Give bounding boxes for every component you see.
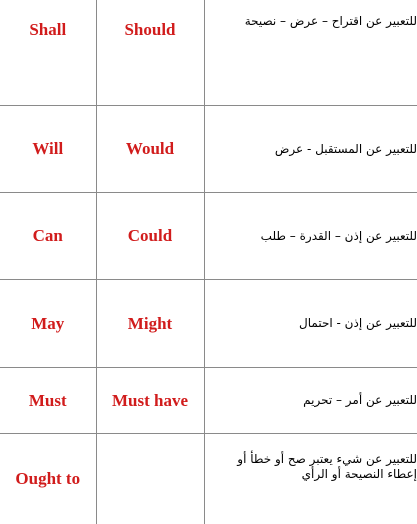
- usage-cell: للتعبير عن إذن - احتمال: [204, 280, 417, 368]
- modal-verb-cell: Must: [0, 368, 96, 434]
- usage-cell: للتعبير عن أمر – تحريم: [204, 368, 417, 434]
- modal-verb-cell: Shall: [0, 0, 96, 106]
- table-row: [0, 106, 417, 193]
- table-row: [0, 434, 417, 524]
- table-row: [0, 280, 417, 368]
- modal-verb-cell: May: [0, 280, 96, 368]
- usage-cell: للتعبير عن اقتراح – عرض – نصيحة: [204, 0, 417, 106]
- usage-cell: للتعبير عن إذن – القدرة – طلب: [204, 193, 417, 280]
- past-form-cell: [96, 434, 204, 524]
- modal-verb-cell: Will: [0, 106, 96, 193]
- past-form-cell: Must have: [96, 368, 204, 434]
- table-row: [0, 193, 417, 280]
- usage-cell: للتعبير عن المستقبل - عرض: [204, 106, 417, 193]
- modal-verb-cell: Can: [0, 193, 96, 280]
- past-form-cell: Should: [96, 0, 204, 106]
- table-row: [0, 368, 417, 434]
- modal-verb-cell: Ought to: [0, 434, 96, 524]
- table-row: [0, 0, 417, 106]
- past-form-cell: Might: [96, 280, 204, 368]
- usage-cell: للتعبير عن شيء يعتبر صح أو خطأ أو إعطاء النصيحة أو الرأي: [204, 434, 417, 524]
- past-form-cell: Could: [96, 193, 204, 280]
- past-form-cell: Would: [96, 106, 204, 193]
